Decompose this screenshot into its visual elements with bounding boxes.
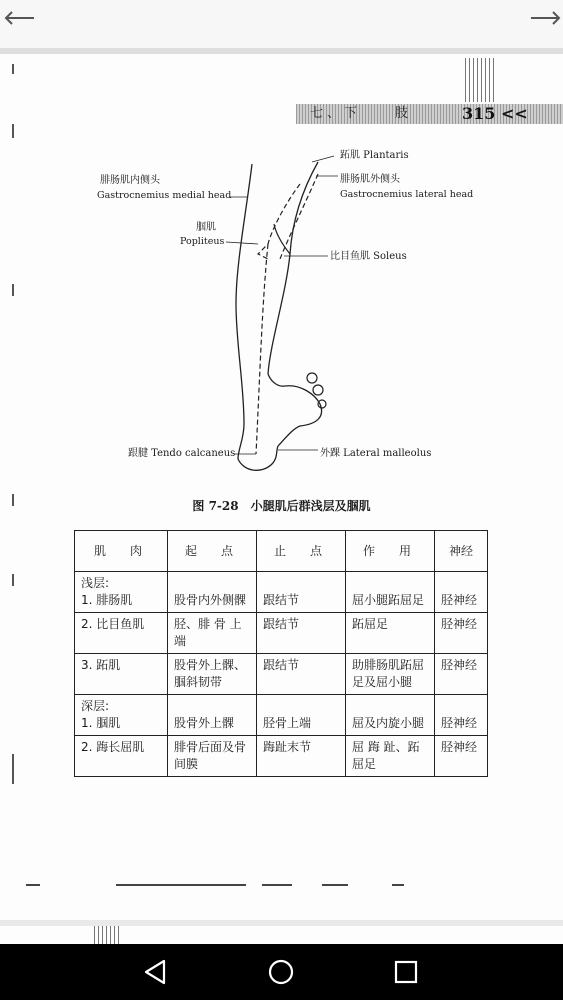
cell-insertion	[257, 695, 346, 736]
cell-muscle	[75, 695, 168, 736]
table-row	[75, 654, 488, 695]
cell-muscle: 3. 跖肌	[75, 654, 168, 695]
label-lateral-malleolus: 外踝 Lateral malleolus	[320, 448, 432, 459]
col-header-action: 作 用	[346, 531, 435, 572]
cell-origin: 胫、腓 骨 上端	[168, 613, 257, 654]
label-plantaris: 跖肌 Plantaris	[340, 150, 409, 161]
cell-insertion	[257, 572, 346, 613]
cell-text: 胫骨上端	[263, 716, 312, 730]
cell-nerve: 胫神经	[435, 613, 488, 654]
edge-mark	[12, 754, 14, 784]
home-circle-icon[interactable]	[263, 954, 299, 990]
label-popliteus-cn: 腘肌	[196, 222, 216, 233]
label-popliteus-en: Popliteus	[180, 236, 225, 247]
muscle-table	[74, 530, 488, 777]
cell-origin	[168, 695, 257, 736]
scan-marks	[94, 926, 122, 944]
cell-origin	[168, 572, 257, 613]
cell-action: 跖屈足	[346, 613, 435, 654]
table-header-row	[75, 531, 488, 572]
cell-text: 1. 腘肌	[81, 716, 121, 730]
figure-caption: 图 7-28 小腿肌后群浅层及腘肌	[192, 499, 371, 513]
table-row	[75, 695, 488, 736]
cell-nerve: 胫神经	[435, 654, 488, 695]
cell-insertion: 踇趾末节	[257, 736, 346, 777]
cell-text: 1. 腓肠肌	[81, 593, 133, 607]
label-tendo-calcaneus: 跟腱 Tendo calcaneus	[128, 448, 236, 459]
cell-action	[346, 695, 435, 736]
cell-text: 跟结节	[263, 593, 300, 607]
table-row	[75, 613, 488, 654]
scan-rule	[26, 884, 40, 886]
back-arrow-icon[interactable]	[0, 2, 40, 38]
col-header-muscle: 肌 肉	[75, 531, 168, 572]
toe-mark	[318, 400, 326, 408]
cell-muscle: 2. 比目鱼肌	[75, 613, 168, 654]
cell-insertion: 跟结节	[257, 613, 346, 654]
cell-text: 股骨外上髁	[174, 716, 235, 730]
cell-text: 胫神经	[441, 593, 478, 607]
top-app-bar	[0, 0, 563, 48]
table-row	[75, 572, 488, 613]
col-header-origin: 起 点	[168, 531, 257, 572]
cell-nerve	[435, 572, 488, 613]
group-label-superficial: 浅层:	[81, 576, 110, 590]
recents-square-icon[interactable]	[388, 954, 424, 990]
cell-action: 助腓肠肌跖屈足及屈小腿	[346, 654, 435, 695]
cell-text: 股骨内外侧髁	[174, 593, 247, 607]
cell-action	[346, 572, 435, 613]
col-header-insertion: 止 点	[257, 531, 346, 572]
cell-text: 胫神经	[441, 716, 478, 730]
toe-mark	[307, 373, 317, 383]
cell-text: 屈小腿跖屈足	[352, 593, 425, 607]
cell-nerve: 胫神经	[435, 736, 488, 777]
scan-rule	[392, 884, 404, 886]
scan-rule	[116, 884, 246, 886]
cell-nerve	[435, 695, 488, 736]
next-page-edge	[0, 926, 563, 946]
leg-muscle-figure	[0, 54, 563, 494]
label-soleus: 比目鱼肌 Soleus	[330, 251, 407, 262]
group-label-deep: 深层:	[81, 699, 110, 713]
scan-rule	[322, 884, 348, 886]
label-gastrocnemius-medial-cn: 腓肠肌内侧头	[100, 175, 160, 186]
chapter-header: 七、下 肢	[310, 106, 413, 121]
cell-text: 屈及内旋小腿	[352, 716, 425, 730]
label-gastrocnemius-lateral-cn: 腓肠肌外侧头	[340, 174, 400, 185]
edge-mark	[12, 574, 14, 586]
leg-illustration	[0, 54, 563, 494]
page-number: 315 <<	[462, 104, 528, 123]
cell-action: 屈 踇 趾、跖屈足	[346, 736, 435, 777]
label-gastrocnemius-medial-en: Gastrocnemius medial head	[97, 190, 232, 201]
cell-origin: 腓骨后面及骨间膜	[168, 736, 257, 777]
cell-origin: 股骨外上髁、腘斜韧带	[168, 654, 257, 695]
col-header-nerve: 神经	[435, 531, 488, 572]
cell-insertion: 跟结节	[257, 654, 346, 695]
table-row	[75, 736, 488, 777]
toe-mark	[313, 385, 323, 395]
label-gastrocnemius-lateral-en: Gastrocnemius lateral head	[340, 189, 474, 200]
scanned-page	[0, 54, 563, 920]
system-nav-bar	[0, 944, 563, 1000]
cell-muscle	[75, 572, 168, 613]
cell-muscle: 2. 踇长屈肌	[75, 736, 168, 777]
menu-icon[interactable]	[523, 2, 563, 38]
back-triangle-icon[interactable]	[138, 954, 174, 990]
scan-rule	[262, 884, 292, 886]
